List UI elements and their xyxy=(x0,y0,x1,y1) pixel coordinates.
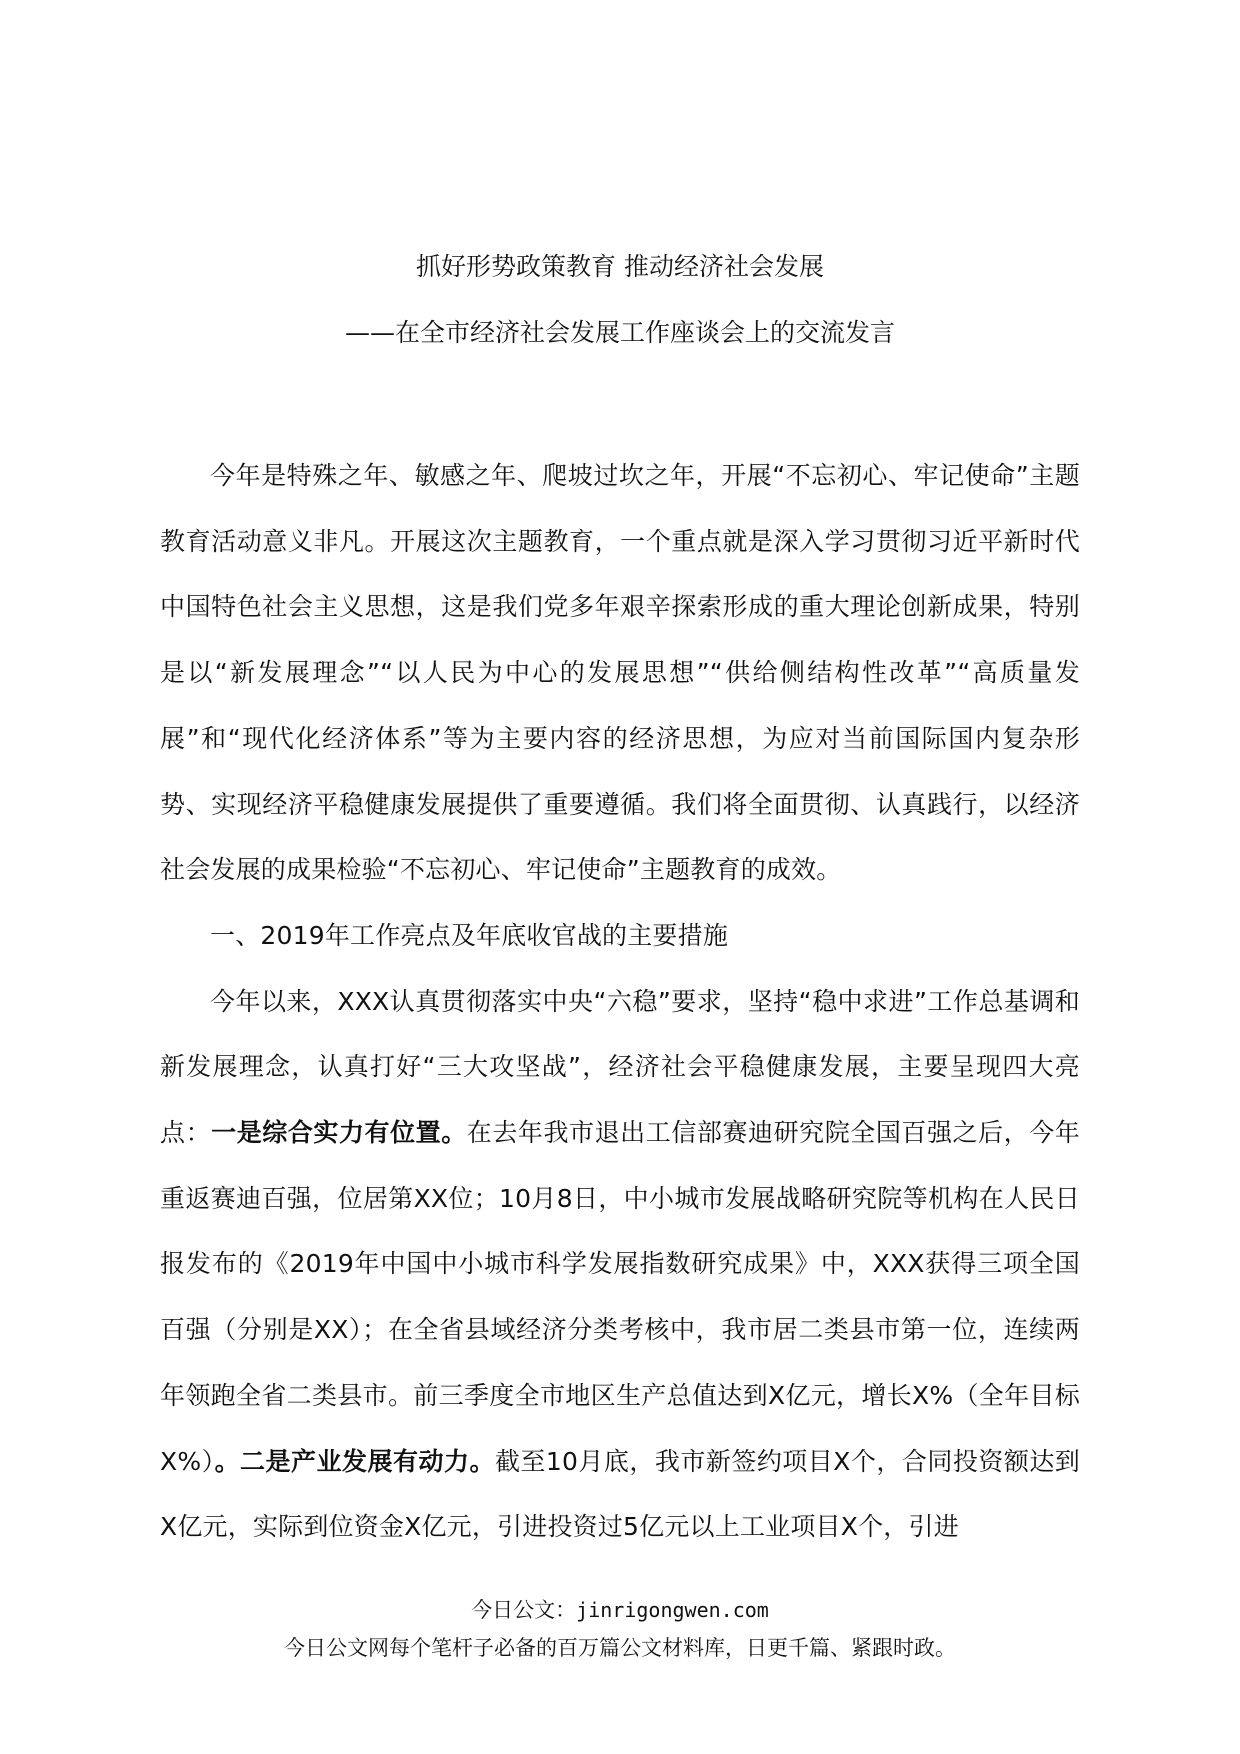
footer-source xyxy=(0,1596,1240,1624)
document-subtitle: ——在全市经济社会发展工作座谈会上的交流发言 xyxy=(344,318,895,347)
highlight-bold-2: 。二是产业发展有动力。 xyxy=(214,1446,495,1476)
paragraph-text: 在去年我市退出工信部赛迪研究院全国百强之后，今年重返赛迪百强，位居第XX位；10月8日，中小城市发展战略研究院等机构在人民日报发布的《2019年中国中小城市科学发展指数研究成果》中，XXX获得三项全国百强（分别是XX）；在全省县域经济分类考核中，我市居二类县市第一位，连续两年领跑全省二类县市。前三季度全市地区生产总值达到X亿元，增长X%（全年目标X%） xyxy=(160,1118,1080,1476)
document-body xyxy=(160,443,1080,1560)
highlight-bold-1: 一是综合实力有位置。 xyxy=(211,1118,467,1148)
document-title: 抓好形势政策教育 推动经济社会发展 xyxy=(416,252,824,281)
paragraph-highlights xyxy=(160,969,1080,1560)
section-heading-1: 一、2019年工作亮点及年底收官战的主要措施 xyxy=(210,920,729,950)
footer-url-link[interactable]: jinrigongwen.com xyxy=(576,1598,769,1622)
paragraph-intro: 今年是特殊之年、敏感之年、爬坡过坎之年，开展“不忘初心、牢记使命”主题教育活动意义非凡。开展这次主题教育，一个重点就是深入学习贯彻习近平新时代中国特色社会主义思想，这是我们党多年艰辛探索形成的重大理论创新成果，特别是以“新发展理念”“以人民为中心的发展思想”“供给侧结构性改革”“高质量发展”和“现代化经济体系”等为主要内容的经济思想，为应对当前国际国内复杂形势、实现经济平稳健康发展提供了重要遵循。我们将全面贯彻、认真践行，以经济社会发展的成果检验“不忘初心、牢记使命”主题教育的成效。 xyxy=(160,461,1080,885)
footer-label: 今日公文： xyxy=(471,1598,577,1622)
paragraph-text: 今年以来，XXX认真贯彻落实中央“六稳”要求，坚持“稳中求进”工作总基调和新发展理念，认真打好“三大攻坚战”，经济社会平稳健康发展，主要呈现四大亮点： xyxy=(160,986,1080,1148)
paragraph-text: 截至10月底，我市新签约项目X个，合同投资额达到X亿元，实际到位资金X亿元，引进投资过5亿元以上工业项目X个，引进 xyxy=(160,1446,1081,1542)
footer-tagline: 今日公文网每个笔杆子必备的百万篇公文材料库，日更千篇、紧跟时政。 xyxy=(284,1636,956,1660)
